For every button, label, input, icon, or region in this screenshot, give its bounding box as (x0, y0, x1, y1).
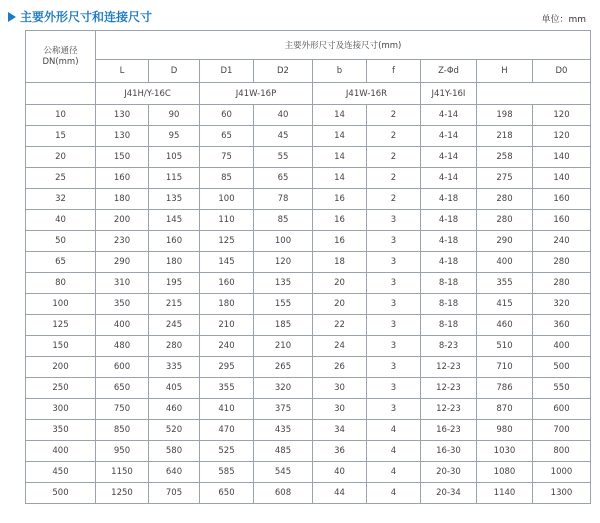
column-header: f (367, 60, 421, 83)
table-cell: 4 (367, 441, 421, 462)
table-cell: 14 (313, 105, 367, 126)
table-cell: 870 (477, 399, 533, 420)
unit-label: 单位：mm (541, 15, 586, 25)
table-cell: 650 (200, 483, 254, 504)
table-cell: 45 (254, 126, 313, 147)
table-cell: 145 (200, 252, 254, 273)
table-cell: 85 (200, 168, 254, 189)
table-cell: 375 (254, 399, 313, 420)
page-title (8, 8, 152, 25)
dn-header-text: 公称通径 DN(mm) (42, 45, 79, 67)
table-row (26, 252, 591, 273)
table-cell: 550 (533, 378, 591, 399)
dn-cell: 500 (26, 483, 96, 504)
dn-cell: 125 (26, 315, 96, 336)
table-cell: 435 (254, 420, 313, 441)
table-cell: 4 (367, 420, 421, 441)
header-row-group (26, 31, 591, 60)
table-cell: 115 (149, 168, 200, 189)
dn-cell: 350 (26, 420, 96, 441)
table-cell: 600 (533, 399, 591, 420)
triangle-bullet-icon (8, 12, 16, 22)
table-cell: 280 (149, 336, 200, 357)
dn-cell: 32 (26, 189, 96, 210)
table-cell: 355 (477, 273, 533, 294)
table-cell: 14 (313, 168, 367, 189)
table-cell: 65 (200, 126, 254, 147)
dn-header (26, 31, 96, 83)
table-cell: 78 (254, 189, 313, 210)
table-cell: 258 (477, 147, 533, 168)
column-header: D1 (200, 60, 254, 83)
table-cell: 4-18 (421, 189, 477, 210)
dn-cell: 100 (26, 294, 96, 315)
table-cell: 218 (477, 126, 533, 147)
table-cell: 310 (96, 273, 149, 294)
table-cell: 180 (96, 189, 149, 210)
header-row-columns (26, 60, 591, 83)
table-cell: 40 (313, 462, 367, 483)
table-cell: 1150 (96, 462, 149, 483)
table-cell: 30 (313, 399, 367, 420)
table-cell: 100 (254, 231, 313, 252)
table-cell: 4-18 (421, 252, 477, 273)
table-cell: 400 (96, 315, 149, 336)
table-row (26, 105, 591, 126)
table-cell: 3 (367, 252, 421, 273)
table-cell: 14 (313, 126, 367, 147)
table-cell: 850 (96, 420, 149, 441)
table-cell: 4 (367, 462, 421, 483)
table-cell: 160 (200, 273, 254, 294)
table-cell: 1030 (477, 441, 533, 462)
dn-cell: 50 (26, 231, 96, 252)
table-cell: 335 (149, 357, 200, 378)
table-cell: 2 (367, 168, 421, 189)
dimension-table (25, 30, 591, 504)
table-cell: 786 (477, 378, 533, 399)
table-cell: 55 (254, 147, 313, 168)
table-cell: 22 (313, 315, 367, 336)
table-cell: 1140 (477, 483, 533, 504)
table-cell: 8-23 (421, 336, 477, 357)
table-cell: 135 (254, 273, 313, 294)
table-cell: 705 (149, 483, 200, 504)
table-cell: 140 (533, 147, 591, 168)
table-row (26, 315, 591, 336)
table-cell: 485 (254, 441, 313, 462)
table-cell: 1000 (533, 462, 591, 483)
table-cell: 405 (149, 378, 200, 399)
table-cell: 60 (200, 105, 254, 126)
table-cell: 585 (200, 462, 254, 483)
table-cell: 350 (96, 294, 149, 315)
dn-cell: 10 (26, 105, 96, 126)
table-cell: 34 (313, 420, 367, 441)
table-cell: 185 (254, 315, 313, 336)
table-row (26, 294, 591, 315)
table-cell: 360 (533, 315, 591, 336)
table-cell: 290 (96, 252, 149, 273)
table-cell: 545 (254, 462, 313, 483)
table-cell: 195 (149, 273, 200, 294)
table-cell: 65 (254, 168, 313, 189)
table-row (26, 462, 591, 483)
table-cell: 480 (96, 336, 149, 357)
table-cell: 4-14 (421, 105, 477, 126)
table-cell: 240 (200, 336, 254, 357)
table-cell: 14 (313, 147, 367, 168)
table-cell: 3 (367, 336, 421, 357)
table-cell: 2 (367, 105, 421, 126)
table-body (26, 105, 591, 504)
table-cell: 245 (149, 315, 200, 336)
model-row-blank-cell (26, 83, 96, 105)
dn-cell: 20 (26, 147, 96, 168)
table-cell: 460 (149, 399, 200, 420)
table-row (26, 441, 591, 462)
table-cell: 800 (533, 441, 591, 462)
table-cell: 155 (254, 294, 313, 315)
table-cell: 120 (533, 126, 591, 147)
dn-cell: 250 (26, 378, 96, 399)
table-cell: 700 (533, 420, 591, 441)
table-cell: 20-34 (421, 483, 477, 504)
table-row (26, 273, 591, 294)
column-header: D0 (533, 60, 591, 83)
table-cell: 410 (200, 399, 254, 420)
table-cell: 3 (367, 399, 421, 420)
table-row (26, 231, 591, 252)
table-cell: 230 (96, 231, 149, 252)
table-row (26, 483, 591, 504)
model-label: J41W-16R (313, 83, 421, 105)
table-cell: 470 (200, 420, 254, 441)
dimension-table-wrapper (25, 30, 590, 504)
table-cell: 75 (200, 147, 254, 168)
table-cell: 280 (477, 210, 533, 231)
table-row (26, 126, 591, 147)
header-row-models (26, 83, 591, 105)
dn-cell: 400 (26, 441, 96, 462)
table-cell: 400 (533, 336, 591, 357)
table-cell: 30 (313, 378, 367, 399)
table-cell: 18 (313, 252, 367, 273)
table-cell: 125 (200, 231, 254, 252)
table-cell: 640 (149, 462, 200, 483)
table-cell: 85 (254, 210, 313, 231)
table-cell: 500 (533, 357, 591, 378)
table-cell: 275 (477, 168, 533, 189)
column-header: L (96, 60, 149, 83)
column-header: b (313, 60, 367, 83)
table-cell: 20-30 (421, 462, 477, 483)
table-cell: 8-18 (421, 315, 477, 336)
table-cell: 520 (149, 420, 200, 441)
table-cell: 180 (149, 252, 200, 273)
table-cell: 8-18 (421, 273, 477, 294)
table-cell: 460 (477, 315, 533, 336)
table-cell: 40 (254, 105, 313, 126)
dn-cell: 80 (26, 273, 96, 294)
dn-cell: 40 (26, 210, 96, 231)
table-cell: 980 (477, 420, 533, 441)
dn-cell: 200 (26, 357, 96, 378)
dn-cell: 450 (26, 462, 96, 483)
column-header: Z-Φd (421, 60, 477, 83)
table-cell: 12-23 (421, 399, 477, 420)
column-header: H (477, 60, 533, 83)
table-cell: 120 (533, 105, 591, 126)
table-cell: 320 (254, 378, 313, 399)
table-cell: 1250 (96, 483, 149, 504)
table-cell: 20 (313, 294, 367, 315)
table-row (26, 420, 591, 441)
table-cell: 295 (200, 357, 254, 378)
table-head (26, 31, 591, 105)
table-cell: 4-14 (421, 168, 477, 189)
column-header: D (149, 60, 200, 83)
table-cell: 710 (477, 357, 533, 378)
table-row (26, 210, 591, 231)
table-cell: 4-18 (421, 231, 477, 252)
table-cell: 280 (533, 252, 591, 273)
table-row (26, 189, 591, 210)
table-cell: 525 (200, 441, 254, 462)
table-cell: 150 (96, 147, 149, 168)
table-cell: 110 (200, 210, 254, 231)
table-cell: 280 (533, 273, 591, 294)
table-cell: 2 (367, 147, 421, 168)
table-cell: 130 (96, 126, 149, 147)
table-cell: 355 (200, 378, 254, 399)
table-cell: 100 (200, 189, 254, 210)
model-label: J41W-16P (200, 83, 313, 105)
table-cell: 3 (367, 210, 421, 231)
table-cell: 130 (96, 105, 149, 126)
table-cell: 180 (200, 294, 254, 315)
table-cell: 90 (149, 105, 200, 126)
table-cell: 210 (200, 315, 254, 336)
table-cell: 16-30 (421, 441, 477, 462)
table-cell: 16-23 (421, 420, 477, 441)
table-cell: 140 (533, 168, 591, 189)
dn-cell: 65 (26, 252, 96, 273)
table-cell: 3 (367, 273, 421, 294)
table-cell: 105 (149, 147, 200, 168)
table-cell: 2 (367, 189, 421, 210)
group-header: 主要外形尺寸及连接尺寸(mm) (96, 31, 591, 60)
table-cell: 95 (149, 126, 200, 147)
table-row (26, 399, 591, 420)
table-cell: 36 (313, 441, 367, 462)
table-cell: 650 (96, 378, 149, 399)
table-cell: 2 (367, 126, 421, 147)
table-cell: 16 (313, 231, 367, 252)
page-title-text: 主要外形尺寸和连接尺寸 (20, 10, 153, 24)
table-cell: 400 (477, 252, 533, 273)
table-cell: 8-18 (421, 294, 477, 315)
table-cell: 20 (313, 273, 367, 294)
model-label: J41H/Y-16C (96, 83, 200, 105)
table-cell: 4 (367, 483, 421, 504)
table-cell: 198 (477, 105, 533, 126)
table-cell: 135 (149, 189, 200, 210)
table-row (26, 147, 591, 168)
table-cell: 44 (313, 483, 367, 504)
table-cell: 12-23 (421, 357, 477, 378)
table-cell: 160 (149, 231, 200, 252)
table-cell: 510 (477, 336, 533, 357)
table-cell: 1300 (533, 483, 591, 504)
table-cell: 290 (477, 231, 533, 252)
table-cell: 145 (149, 210, 200, 231)
table-cell: 320 (533, 294, 591, 315)
table-cell: 1080 (477, 462, 533, 483)
table-cell: 3 (367, 378, 421, 399)
table-cell: 3 (367, 231, 421, 252)
table-cell: 12-23 (421, 378, 477, 399)
table-row (26, 378, 591, 399)
table-cell: 4-18 (421, 210, 477, 231)
table-cell: 580 (149, 441, 200, 462)
table-cell: 16 (313, 189, 367, 210)
table-row (26, 168, 591, 189)
table-cell: 26 (313, 357, 367, 378)
table-cell: 4-14 (421, 126, 477, 147)
table-cell: 200 (96, 210, 149, 231)
table-cell: 240 (533, 231, 591, 252)
table-cell: 265 (254, 357, 313, 378)
dn-cell: 300 (26, 399, 96, 420)
dn-cell: 25 (26, 168, 96, 189)
table-cell: 160 (533, 189, 591, 210)
table-cell: 950 (96, 441, 149, 462)
model-label: J41Y-16I (421, 83, 477, 105)
column-header: D2 (254, 60, 313, 83)
table-cell: 16 (313, 210, 367, 231)
table-cell: 750 (96, 399, 149, 420)
table-cell: 3 (367, 315, 421, 336)
table-cell: 415 (477, 294, 533, 315)
table-cell: 608 (254, 483, 313, 504)
table-cell: 210 (254, 336, 313, 357)
dn-cell: 150 (26, 336, 96, 357)
table-cell: 3 (367, 357, 421, 378)
table-cell: 24 (313, 336, 367, 357)
table-cell: 4-14 (421, 147, 477, 168)
table-cell: 3 (367, 294, 421, 315)
table-row (26, 336, 591, 357)
page-header (0, 0, 600, 30)
table-cell: 600 (96, 357, 149, 378)
table-cell: 120 (254, 252, 313, 273)
table-cell: 280 (477, 189, 533, 210)
table-row (26, 357, 591, 378)
table-cell: 160 (96, 168, 149, 189)
table-cell: 160 (533, 210, 591, 231)
model-row-blank-cell (477, 83, 591, 105)
table-cell: 215 (149, 294, 200, 315)
dn-cell: 15 (26, 126, 96, 147)
